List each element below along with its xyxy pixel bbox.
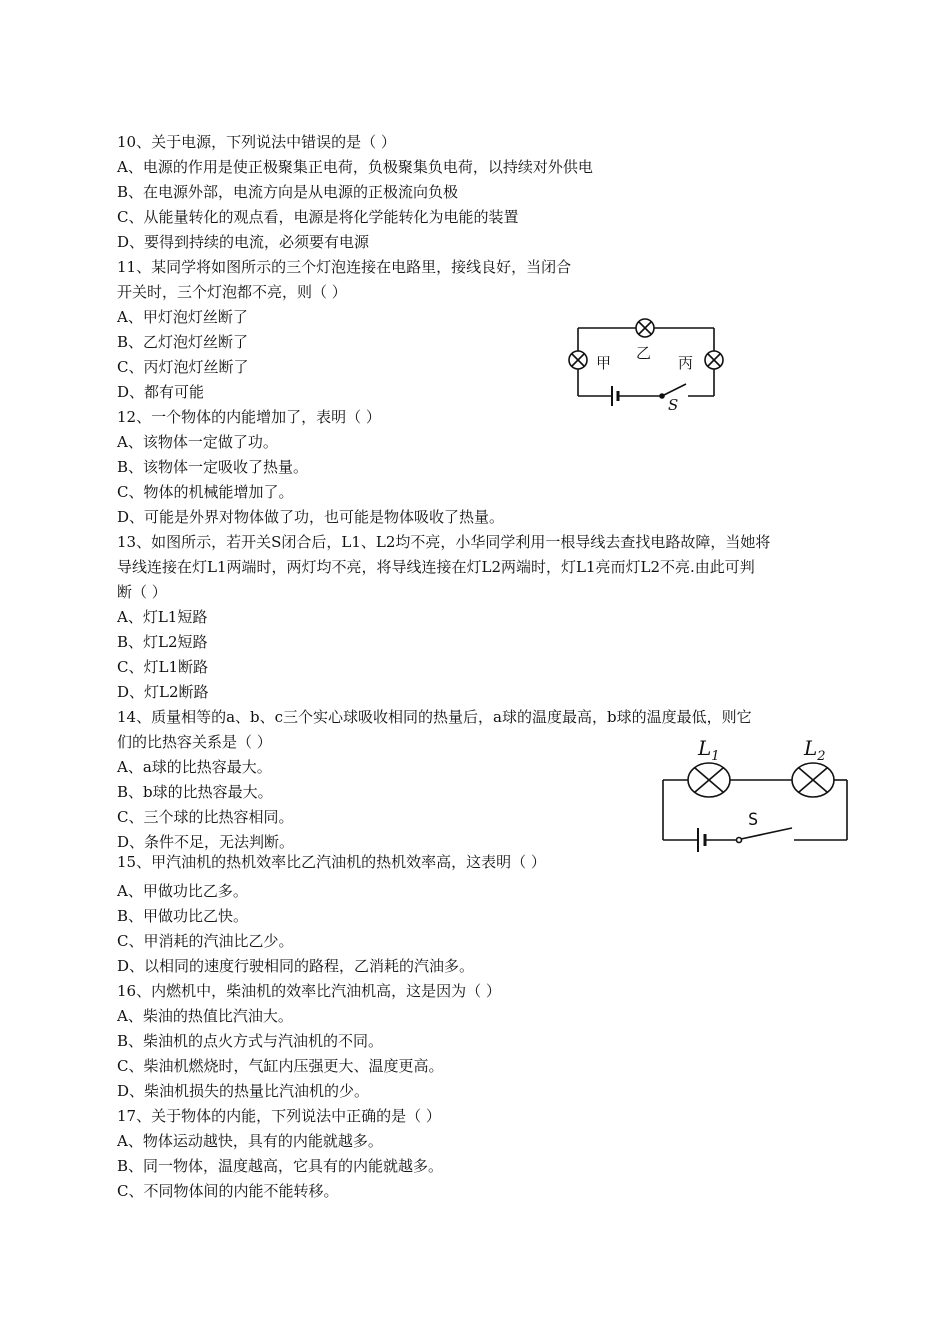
q16-option-a: A、柴油的热值比汽油大。 (117, 1007, 293, 1025)
q11-option-b: B、乙灯泡灯丝断了 (117, 333, 249, 351)
q14-option-a: A、a球的比热容最大。 (117, 758, 272, 776)
q16-option-c: C、柴油机燃烧时，气缸内压强更大、温度更高。 (117, 1057, 444, 1075)
q12-option-d: D、可能是外界对物体做了功，也可能是物体吸收了热量。 (117, 508, 505, 526)
q15-option-c: C、甲消耗的汽油比乙少。 (117, 932, 294, 950)
bulb-l1-icon (688, 763, 730, 797)
q13-option-a: A、灯L1短路 (117, 608, 208, 626)
label-switch-s: S (748, 810, 759, 830)
q17-option-c: C、不同物体间的内能不能转移。 (117, 1182, 339, 1200)
q11-option-d: D、都有可能 (117, 383, 205, 401)
q12-option-c: C、物体的机械能增加了。 (117, 483, 294, 501)
q11-option-a: A、甲灯泡灯丝断了 (117, 308, 248, 326)
label-l2: $L_2$ (804, 736, 826, 764)
label-jia: 甲 (596, 354, 612, 372)
bulb-yi-icon (636, 319, 654, 337)
q15-option-a: A、甲做功比乙多。 (117, 882, 248, 900)
label-yi: 乙 (636, 344, 652, 362)
label-switch-s: S (668, 396, 679, 414)
q14-option-d: D、条件不足，无法判断。 (117, 833, 295, 851)
q16-option-b: B、柴油机的点火方式与汽油机的不同。 (117, 1032, 384, 1050)
q13-stem-line2: 导线连接在灯L1两端时，两灯均不亮，将导线连接在灯L2两端时，灯L1亮而灯L2不亮.由此可判 (117, 558, 755, 576)
q12-option-b: B、该物体一定吸收了热量。 (117, 458, 309, 476)
bulb-bing-icon (705, 351, 723, 369)
q14-stem-line1: 14、质量相等的a、b、c三个实心球吸收相同的热量后，a球的温度最高，b球的温度最低，则它 (117, 708, 752, 726)
q10-option-c: C、从能量转化的观点看，电源是将化学能转化为电能的装置 (117, 208, 519, 226)
q10-option-a: A、电源的作用是使正极聚集正电荷，负极聚集负电荷，以持续对外供电 (117, 158, 593, 176)
q17-stem: 17、关于物体的内能，下列说法中正确的是（ ） (117, 1107, 441, 1125)
q15-stem: 15、甲汽油机的热机效率比乙汽油机的热机效率高，这表明（ ） (117, 853, 546, 871)
q11-option-c: C、丙灯泡灯丝断了 (117, 358, 249, 376)
q15-option-b: B、甲做功比乙快。 (117, 907, 249, 925)
q11-stem-line1: 11、某同学将如图所示的三个灯泡连接在电路里，接线良好，当闭合 (117, 258, 572, 276)
q10-stem: 10、关于电源，下列说法中错误的是（ ） (117, 133, 396, 151)
q13-option-b: B、灯L2短路 (117, 633, 208, 651)
bulb-l2-icon (792, 763, 834, 797)
q16-stem: 16、内燃机中，柴油机的效率比汽油机高，这是因为（ ） (117, 982, 501, 1000)
switch-icon (737, 828, 793, 843)
q16-option-d: D、柴油机损失的热量比汽油机的少。 (117, 1082, 370, 1100)
battery-icon (698, 828, 705, 852)
q13-circuit-diagram (658, 736, 853, 861)
q12-option-a: A、该物体一定做了功。 (117, 433, 278, 451)
q17-option-a: A、物体运动越快，具有的内能就越多。 (117, 1132, 383, 1150)
q11-stem-line2: 开关时，三个灯泡都不亮，则（ ） (117, 283, 347, 301)
q10-option-b: B、在电源外部，电流方向是从电源的正极流向负极 (117, 183, 459, 201)
q13-option-c: C、灯L1断路 (117, 658, 208, 676)
q14-option-c: C、三个球的比热容相同。 (117, 808, 294, 826)
q14-option-b: B、b球的比热容最大。 (117, 783, 273, 801)
battery-icon (612, 386, 618, 406)
q15-option-d: D、以相同的速度行驶相同的路程，乙消耗的汽油多。 (117, 957, 475, 975)
label-l1: $L_1$ (698, 736, 720, 764)
q12-stem: 12、一个物体的内能增加了，表明（ ） (117, 408, 381, 426)
label-bing: 丙 (678, 354, 694, 372)
q14-stem-line2: 们的比热容关系是（ ） (117, 733, 272, 751)
q10-option-d: D、要得到持续的电流，必须要有电源 (117, 233, 370, 251)
q13-option-d: D、灯L2断路 (117, 683, 209, 701)
q13-stem-line3: 断（ ） (117, 583, 167, 601)
q13-stem-line1: 13、如图所示，若开关S闭合后，L1、L2均不亮，小华同学利用一根导线去查找电路故障，当她将 (117, 533, 771, 551)
q11-circuit-diagram (560, 316, 735, 416)
bulb-jia-icon (569, 351, 587, 369)
q17-option-b: B、同一物体，温度越高，它具有的内能就越多。 (117, 1157, 444, 1175)
